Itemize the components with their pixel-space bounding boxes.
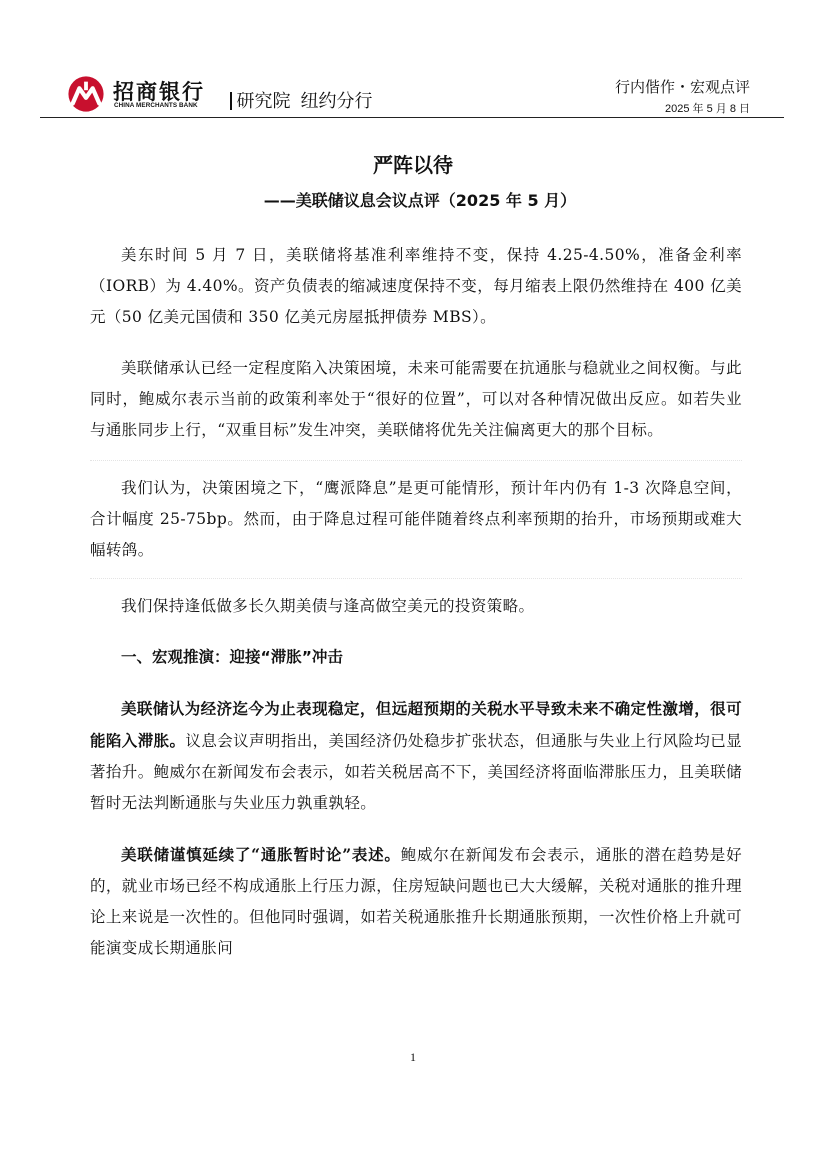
report-date: 2025 年 5 月 8 日 bbox=[665, 103, 750, 115]
paragraph-5 bbox=[90, 693, 742, 819]
page-number: 1 bbox=[410, 1050, 416, 1064]
department bbox=[230, 87, 373, 113]
department-main: 研究院 bbox=[236, 91, 291, 112]
paragraph-5-lead: 美联储认为经济迄今为止表现稳定，但远超预期的关税水平导致未来不确定性激增，很可能陷入滞胀。 bbox=[90, 699, 742, 750]
logo-chinese-name: 招商银行 bbox=[113, 80, 205, 104]
header-rule bbox=[40, 117, 784, 118]
paragraph-6 bbox=[90, 839, 742, 964]
paragraph-3: 我们认为，决策困境之下，“鹰派降息”是更可能情形，预计年内仍有 1-3 次降息空间，合计幅度 25-75bp。然而，由于降息过程可能伴随着终点利率预期的抬升，市场预期或难大幅转鸽。 bbox=[90, 479, 742, 559]
page-header bbox=[40, 70, 784, 118]
page-subtitle: ——美联储议息会议点评（2025 年 5 月） bbox=[263, 191, 577, 210]
paragraph-1: 美东时间 5 月 7 日，美联储将基准利率维持不变，保持 4.25-4.50%，准备金利率（IORB）为 4.40%。资产负债表的缩减速度保持不变，每月缩表上限仍然维持在 400 亿美元（50 亿美元国债和 350 亿美元房屋抵押债券 MBS）。 bbox=[90, 246, 742, 326]
department-sub: 纽约分行 bbox=[300, 91, 373, 112]
divider bbox=[90, 578, 742, 579]
paragraph-5-body: 议息会议声明指出，美国经济仍处稳步扩张状态，但通胀与失业上行风险均已显著抬升。鲍威尔在新闻发布会表示，如若关税居高不下，美国经济将面临滞胀压力，且美联储暂时无法判断通胀与失业压力孰重孰轻。 bbox=[90, 732, 742, 812]
paragraph-6-lead: 美联储谨慎延续了“通胀暂时论”表述。 bbox=[121, 845, 401, 864]
page-title: 严阵以待 bbox=[373, 153, 453, 177]
section-heading-1: 一、宏观推演：迎接“滞胀”冲击 bbox=[121, 648, 343, 666]
divider bbox=[90, 460, 742, 461]
cmb-logo-icon bbox=[67, 75, 105, 113]
paragraph-2: 美联储承认已经一定程度陷入决策困境，未来可能需要在抗通胀与稳就业之间权衡。与此同时，鲍威尔表示当前的政策利率处于“很好的位置”，可以对各种情况做出反应。如若失业与通胀同步上行，“双重目标”发生冲突，美联储将优先关注偏离更大的那个目标。 bbox=[90, 359, 742, 439]
report-body bbox=[90, 240, 742, 964]
logo-english-name: CHINA MERCHANTS BANK bbox=[114, 102, 198, 109]
report-series: 行内偕作・宏观点评 bbox=[614, 78, 750, 96]
paragraph-6-body: 鲍威尔在新闻发布会表示，通胀的潜在趋势是好的，就业市场已经不构成通胀上行压力源，住房短缺问题也已大大缓解，关税对通胀的推升理论上来说是一次性的。但他同时强调，如若关税通胀推升长期通胀预期，一次性价格上升就可能演变成长期通胀问 bbox=[90, 846, 742, 957]
paragraph-4: 我们保持逢低做多长久期美债与逢高做空美元的投资策略。 bbox=[121, 597, 535, 615]
separator-bar bbox=[230, 92, 232, 110]
